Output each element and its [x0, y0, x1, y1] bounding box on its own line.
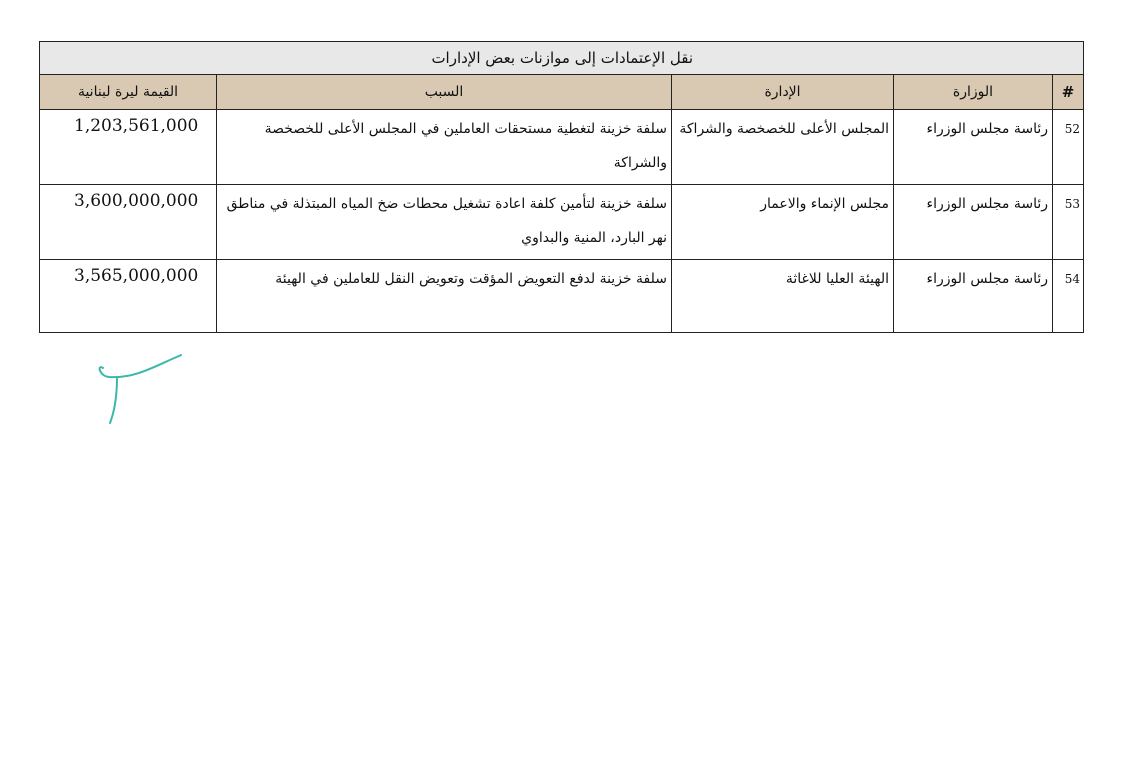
row-value: 3,600,000,000 — [40, 185, 217, 260]
table-row — [40, 110, 1084, 185]
header-department: الإدارة — [672, 75, 894, 110]
table-header-row — [40, 75, 1084, 110]
table-title-row — [40, 42, 1084, 75]
row-value: 1,203,561,000 — [40, 110, 217, 185]
row-number: 54 — [1053, 260, 1084, 333]
row-reason: سلفة خزينة لدفع التعويض المؤقت وتعويض النقل للعاملين في الهيئة — [217, 260, 672, 333]
row-reason: سلفة خزينة لتغطية مستحقات العاملين في المجلس الأعلى للخصخصة والشراكة — [217, 110, 672, 185]
row-department: مجلس الإنماء والاعمار — [672, 185, 894, 260]
handwritten-signature — [95, 350, 190, 430]
row-number: 53 — [1053, 185, 1084, 260]
row-department: المجلس الأعلى للخصخصة والشراكة — [672, 110, 894, 185]
header-ministry: الوزارة — [894, 75, 1053, 110]
row-ministry: رئاسة مجلس الوزراء — [894, 110, 1053, 185]
appropriations-table — [39, 41, 1084, 333]
row-ministry: رئاسة مجلس الوزراء — [894, 260, 1053, 333]
table-row — [40, 260, 1084, 333]
row-ministry: رئاسة مجلس الوزراء — [894, 185, 1053, 260]
signature-stroke — [100, 355, 181, 423]
row-number: 52 — [1053, 110, 1084, 185]
header-number: # — [1053, 75, 1084, 110]
row-reason: سلفة خزينة لتأمين كلفة اعادة تشغيل محطات ضخ المياه المبتذلة في مناطق نهر البارد، المنية والبداوي — [217, 185, 672, 260]
row-department: الهيئة العليا للاغاثة — [672, 260, 894, 333]
table-row — [40, 185, 1084, 260]
header-value: القيمة ليرة لبنانية — [40, 75, 217, 110]
header-reason: السبب — [217, 75, 672, 110]
row-value: 3,565,000,000 — [40, 260, 217, 333]
table-title: نقل الإعتمادات إلى موازنات بعض الإدارات — [40, 42, 1084, 75]
